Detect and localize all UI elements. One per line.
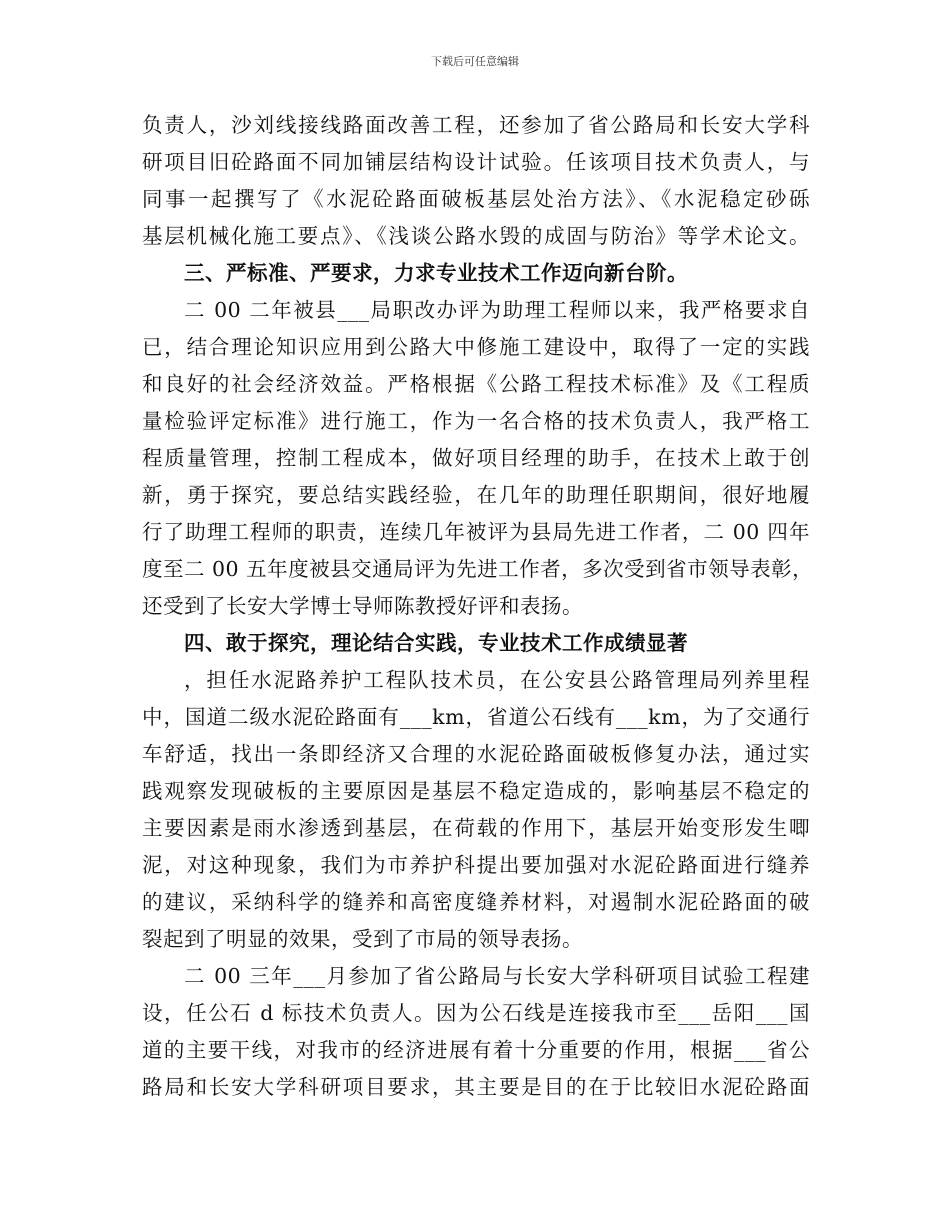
text-line: 度至二 00 五年度被县交通局评为先进工作者，多次受到省市领导表彰，	[142, 557, 814, 581]
section-heading-3	[142, 255, 810, 292]
heading-text: 四、敢于探究，理论结合实践，专业技术工作成绩显著	[184, 631, 688, 655]
text-line: 泥，对这种现象，我们为市养护科提出要加强对水泥砼路面进行缝养	[142, 853, 810, 877]
text-line: 路局和长安大学科研项目要求，其主要是目的在于比较旧水泥砼路面	[142, 1075, 810, 1099]
text-line: 量检验评定标准》进行施工，作为一名合格的技术负责人，我严格工	[142, 409, 810, 433]
text-line: 新，勇于探究，要总结实践经验，在几年的助理任职期间，很好地履	[142, 483, 810, 507]
paragraph-1	[142, 107, 810, 255]
text-line: 践观察发现破板的主要原因是基层不稳定造成的，影响基层不稳定的	[142, 779, 810, 803]
paragraph-4	[142, 958, 810, 1106]
text-line: 程质量管理，控制工程成本，做好项目经理的助手，在技术上敢于创	[142, 446, 810, 470]
page-header: 下载后可任意编辑	[431, 55, 519, 68]
paragraph-3	[142, 662, 810, 958]
text-line: 裂起到了明显的效果，受到了市局的领导表扬。	[142, 927, 583, 951]
text-line: 中，国道二级水泥砼路面有___km，省道公石线有___km，为了交通行	[142, 705, 810, 729]
text-line: 和良好的社会经济效益。严格根据《公路工程技术标准》及《工程质	[142, 372, 810, 396]
paragraph-2	[142, 292, 814, 625]
text-line: 研项目旧砼路面不同加铺层结构设计试验。任该项目技术负责人，与	[142, 150, 810, 174]
text-line: 主要因素是雨水渗透到基层，在荷载的作用下，基层开始变形发生唧	[142, 816, 810, 840]
text-line: 同事一起撰写了《水泥砼路面破板基层处治方法》、《水泥稳定砂砾	[142, 187, 810, 211]
text-line: 二 00 三年___月参加了省公路局与长安大学科研项目试验工程建	[184, 964, 810, 988]
text-line: 设，任公石 d 标技术负责人。因为公石线是连接我市至___岳阳___国	[142, 1001, 810, 1025]
document-body	[142, 107, 814, 1106]
text-line: 道的主要干线，对我市的经济进展有着十分重要的作用，根据___省公	[142, 1038, 810, 1062]
text-line: 还受到了长安大学博士导师陈教授好评和表扬。	[142, 594, 583, 618]
text-line: ，担任水泥路养护工程队技术员，在公安县公路管理局列养里程	[184, 668, 810, 692]
text-line: 车舒适，找出一条即经济又合理的水泥砼路面破板修复办法，通过实	[142, 742, 810, 766]
text-line: 基层机械化施工要点》、《浅谈公路水毁的成固与防治》等学术论文。	[142, 224, 810, 248]
text-line: 的建议，采纳科学的缝养和高密度缝养材料，对遏制水泥砼路面的破	[142, 890, 810, 914]
section-heading-4	[142, 625, 810, 662]
text-line: 二 00 二年被县___局职改办评为助理工程师以来，我严格要求自	[184, 298, 810, 322]
text-line: 已，结合理论知识应用到公路大中修施工建设中，取得了一定的实践	[142, 335, 810, 359]
heading-text: 三、严标准、严要求，力求专业技术工作迈向新台阶。	[184, 261, 688, 285]
text-line: 行了助理工程师的职责，连续几年被评为县局先进工作者，二 00 四年	[142, 520, 810, 544]
text-line: 负责人，沙刘线接线路面改善工程，还参加了省公路局和长安大学科	[142, 113, 810, 137]
